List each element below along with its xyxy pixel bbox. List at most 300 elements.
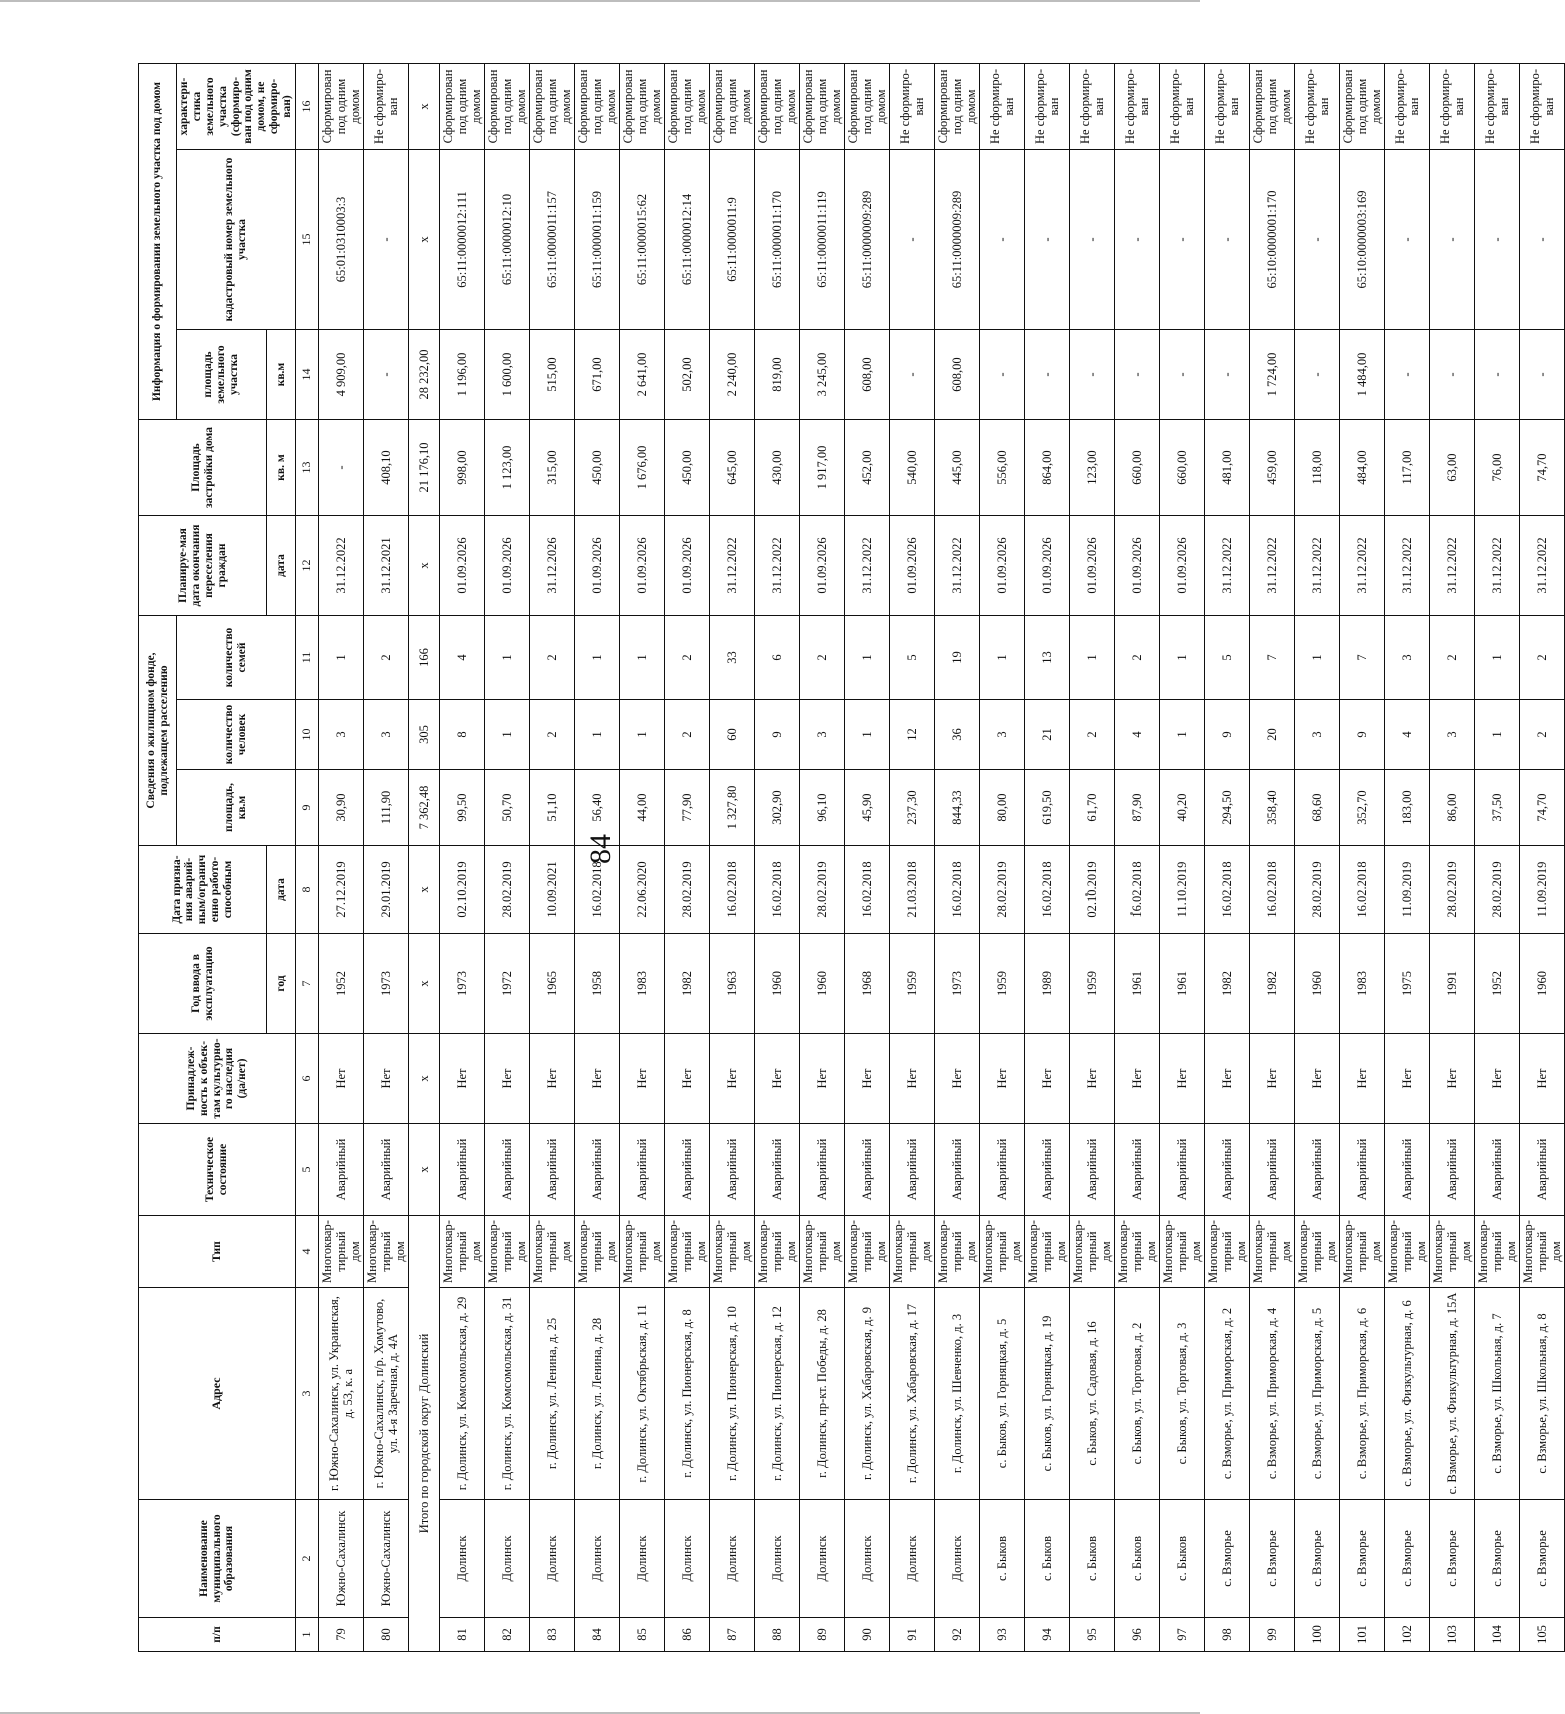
table-cell: 1952 <box>318 934 363 1034</box>
table-row <box>754 64 799 1652</box>
total-cell: х <box>408 1124 439 1216</box>
table-cell: Нет <box>318 1034 363 1124</box>
table-cell: 65:11:0000012:14 <box>664 150 709 330</box>
table-cell: 28.02.2019 <box>664 846 709 934</box>
total-cell: 166 <box>408 616 439 700</box>
table-cell: Нет <box>979 1034 1024 1124</box>
table-cell: 1 <box>574 616 619 700</box>
table-cell: 77,90 <box>664 770 709 846</box>
table-cell: 502,00 <box>664 330 709 420</box>
table-cell: 86,00 <box>1429 770 1474 846</box>
table-cell: 315,00 <box>529 420 574 516</box>
header-plan-date: дата <box>267 516 295 616</box>
table-cell: Многоквар-тирный дом <box>1339 1216 1384 1288</box>
table-cell: 74,70 <box>1519 420 1564 516</box>
table-cell: с. Взморье, ул. Школьная, д. 7 <box>1474 1288 1519 1500</box>
table-cell: 01.09.2026 <box>1114 516 1159 616</box>
table-cell: с. Быков <box>1159 1500 1204 1618</box>
table-cell: 459,00 <box>1249 420 1294 516</box>
table-cell: 31.12.2022 <box>934 516 979 616</box>
table-cell: 22.06.2020 <box>619 846 664 934</box>
table-cell: 65:11:0000012:10 <box>484 150 529 330</box>
table-cell: Многоквар-тирный дом <box>529 1216 574 1288</box>
table-cell: Многоквар-тирный дом <box>754 1216 799 1288</box>
table-cell: Нет <box>1024 1034 1069 1124</box>
header-tech-state: Техническое состояние <box>139 1124 296 1216</box>
table-cell: с. Взморье, ул. Приморская, д. 6 <box>1339 1288 1384 1500</box>
table-cell: 16.02.2018 <box>1249 846 1294 934</box>
table-cell: 65:11:0000009:289 <box>844 150 889 330</box>
table-cell: 1 <box>619 700 664 770</box>
table-cell: 30,90 <box>318 770 363 846</box>
header-build-unit: кв. м <box>267 420 295 516</box>
table-cell: Нет <box>1339 1034 1384 1124</box>
table-cell: с. Быков <box>1024 1500 1069 1618</box>
table-cell: 671,00 <box>574 330 619 420</box>
table-cell: 1968 <box>844 934 889 1034</box>
table-cell: с. Быков, ул. Садовая, д. 16 <box>1069 1288 1114 1500</box>
table-cell: Многоквар-тирный дом <box>1114 1216 1159 1288</box>
table-cell: Нет <box>799 1034 844 1124</box>
table-cell: 65:01:0310003:3 <box>318 150 363 330</box>
table-cell: - <box>1474 150 1519 330</box>
table-cell: 100 <box>1294 1618 1339 1652</box>
table-cell: 1 327,80 <box>709 770 754 846</box>
header-type: Тип <box>139 1216 296 1288</box>
table-cell: 65:11:0000009:289 <box>934 150 979 330</box>
table-cell: 89 <box>799 1618 844 1652</box>
table-cell: с. Взморье <box>1474 1500 1519 1618</box>
table-cell: Многоквар-тирный дом <box>1429 1216 1474 1288</box>
table-cell: 36 <box>934 700 979 770</box>
table-cell: г. Долинск, ул. Шевченко, д. 3 <box>934 1288 979 1500</box>
table-cell: Аварийный <box>799 1124 844 1216</box>
table-cell: Аварийный <box>1159 1124 1204 1216</box>
table-cell: Многоквар-тирный дом <box>363 1216 408 1288</box>
table-cell: 3 <box>1384 616 1429 700</box>
table-row <box>1069 64 1114 1652</box>
table-cell: 31.12.2022 <box>1384 516 1429 616</box>
emergency-housing-table <box>138 63 1565 1652</box>
table-cell: Долинск <box>799 1500 844 1618</box>
header-year-group: Год ввода в эксплуатацию <box>139 934 267 1034</box>
table-cell: 31.12.2022 <box>318 516 363 616</box>
table-cell: - <box>889 150 934 330</box>
header-fund-people: количество человек <box>177 700 296 770</box>
table-cell: 1959 <box>979 934 1024 1034</box>
table-cell: 31.12.2022 <box>1294 516 1339 616</box>
table-cell: 96,10 <box>799 770 844 846</box>
table-cell: 2 641,00 <box>619 330 664 420</box>
table-cell: Нет <box>1429 1034 1474 1124</box>
table-cell: Долинск <box>484 1500 529 1618</box>
table-cell: 1961 <box>1114 934 1159 1034</box>
table-cell: 2 240,00 <box>709 330 754 420</box>
table-cell: 1 <box>844 616 889 700</box>
table-row <box>1114 64 1159 1652</box>
table-cell: г. Долинск, ул. Хабаровская, д. 17 <box>889 1288 934 1500</box>
table-cell: г. Долинск, ул. Ленина, д. 28 <box>574 1288 619 1500</box>
table-cell: Аварийный <box>889 1124 934 1216</box>
table-cell: 94 <box>1024 1618 1069 1652</box>
table-cell: 2 <box>1519 700 1564 770</box>
table-cell: 31.12.2022 <box>1519 516 1564 616</box>
table-cell: 3 <box>363 700 408 770</box>
table-cell: г. Долинск, ул. Пионерская, д. 10 <box>709 1288 754 1500</box>
table-cell: Аварийный <box>1339 1124 1384 1216</box>
total-cell: х <box>408 64 439 150</box>
table-cell: Многоквар-тирный дом <box>1249 1216 1294 1288</box>
table-cell: 1983 <box>619 934 664 1034</box>
table-row <box>363 64 408 1652</box>
table-cell: г. Долинск, пр-кт. Победы, д. 28 <box>799 1288 844 1500</box>
table-cell: 1965 <box>529 934 574 1034</box>
total-cell: 305 <box>408 700 439 770</box>
table-cell: 31.12.2026 <box>529 516 574 616</box>
table-cell: 82 <box>484 1618 529 1652</box>
table-body <box>295 64 1564 1652</box>
table-cell: г. Долинск, ул. Пионерская, д. 12 <box>754 1288 799 1500</box>
table-cell: 1972 <box>484 934 529 1034</box>
table-cell: 1 <box>1159 700 1204 770</box>
table-cell: с. Быков, ул. Торговая, д. 3 <box>1159 1288 1204 1500</box>
header-fund-families: количество семей <box>177 616 296 700</box>
table-cell: 21 <box>1024 700 1069 770</box>
column-number: 15 <box>295 150 318 330</box>
table-cell: 3 <box>1429 700 1474 770</box>
table-cell: Сформирован под одним домом <box>664 64 709 150</box>
table-cell: 294,50 <box>1204 770 1249 846</box>
table-cell: 37,50 <box>1474 770 1519 846</box>
table-cell: - <box>1024 150 1069 330</box>
total-cell: х <box>408 516 439 616</box>
table-cell: Не сформиро-ван <box>1384 64 1429 150</box>
table-cell: 4 909,00 <box>318 330 363 420</box>
header-municipality: Наименование муниципального образования <box>139 1500 296 1618</box>
table-cell: 450,00 <box>664 420 709 516</box>
table-cell: Аварийный <box>1294 1124 1339 1216</box>
table-cell: 1 <box>574 700 619 770</box>
table-cell: - <box>1474 330 1519 420</box>
table-cell: 01.09.2026 <box>979 516 1024 616</box>
table-cell: 31.12.2022 <box>1339 516 1384 616</box>
table-cell: 2 <box>1429 616 1474 700</box>
table-cell: 93 <box>979 1618 1024 1652</box>
table-cell: 1 676,00 <box>619 420 664 516</box>
table-cell: 7 <box>1249 616 1294 700</box>
table-cell: Многоквар-тирный дом <box>844 1216 889 1288</box>
table-cell: 31.12.2022 <box>754 516 799 616</box>
table-cell: с. Взморье, ул. Приморская, д. 4 <box>1249 1288 1294 1500</box>
column-number: 1 <box>295 1618 318 1652</box>
header-cadastral: кадастровый номер земельного участка <box>177 150 296 330</box>
table-cell: Многоквар-тирный дом <box>318 1216 363 1288</box>
table-cell: Аварийный <box>1114 1124 1159 1216</box>
table-cell: Аварийный <box>709 1124 754 1216</box>
table-cell: Долинск <box>934 1500 979 1618</box>
table-cell: 65:11:0000011:170 <box>754 150 799 330</box>
table-cell: 99 <box>1249 1618 1294 1652</box>
table-cell: 50,70 <box>484 770 529 846</box>
table-cell: Нет <box>1384 1034 1429 1124</box>
header-build-area-group: Площадь застройки дома <box>139 420 267 516</box>
table-cell: 31.12.2022 <box>844 516 889 616</box>
table-cell: 02.10.2019 <box>1069 846 1114 934</box>
table-cell: Нет <box>484 1034 529 1124</box>
table-cell: 1960 <box>799 934 844 1034</box>
header-num: п/п <box>139 1618 296 1652</box>
table-cell: 1 <box>484 700 529 770</box>
table-cell: 28.02.2019 <box>484 846 529 934</box>
table-cell: Многоквар-тирный дом <box>664 1216 709 1288</box>
column-number: 4 <box>295 1216 318 1288</box>
table-cell: Южно-Сахалинск <box>363 1500 408 1618</box>
table-cell: с. Взморье <box>1519 1500 1564 1618</box>
header-heritage: Принадлеж-ность к объек-там культурно-го наследия (да/нет) <box>139 1034 296 1124</box>
table-cell: с. Взморье <box>1249 1500 1294 1618</box>
table-cell: Не сформиро-ван <box>1474 64 1519 150</box>
table-cell: 51,10 <box>529 770 574 846</box>
table-cell: 450,00 <box>574 420 619 516</box>
table-cell: 302,90 <box>754 770 799 846</box>
table-cell: 65:11:0000011:159 <box>574 150 619 330</box>
table-cell: 56,40 <box>574 770 619 846</box>
table-cell: 61,70 <box>1069 770 1114 846</box>
table-cell: 65:11:0000011:119 <box>799 150 844 330</box>
table-cell: 65:10:0000003:169 <box>1339 150 1384 330</box>
table-cell: 65:11:0000015:62 <box>619 150 664 330</box>
table-cell: с. Взморье, ул. Приморская, д. 2 <box>1204 1288 1249 1500</box>
table-cell: Многоквар-тирный дом <box>1204 1216 1249 1288</box>
table-cell: 11.10.2019 <box>1159 846 1204 934</box>
table-cell: Аварийный <box>1429 1124 1474 1216</box>
table-cell: - <box>363 150 408 330</box>
table-cell: 60 <box>709 700 754 770</box>
table-cell: Не сформиро-ван <box>889 64 934 150</box>
table-cell: Аварийный <box>1069 1124 1114 1216</box>
table-cell: с. Быков, ул. Горняцкая, д. 19 <box>1024 1288 1069 1500</box>
table-cell: Не сформиро-ван <box>1204 64 1249 150</box>
table-cell: 1983 <box>1339 934 1384 1034</box>
header-plan-group: Планируе-мая дата окончания переселения граждан <box>139 516 267 616</box>
table-cell: 237,30 <box>889 770 934 846</box>
table-cell: 28.02.2019 <box>1474 846 1519 934</box>
table-cell: 101 <box>1339 1618 1384 1652</box>
table-cell: 1982 <box>1204 934 1249 1034</box>
table-cell: - <box>1384 150 1429 330</box>
table-cell: 1 484,00 <box>1339 330 1384 420</box>
table-cell: 12 <box>889 700 934 770</box>
table-cell: 10.09.2021 <box>529 846 574 934</box>
table-cell: 44,00 <box>619 770 664 846</box>
table-cell: 16.02.2018 <box>934 846 979 934</box>
table-cell: Аварийный <box>979 1124 1024 1216</box>
table-row <box>1159 64 1204 1652</box>
table-cell: 81 <box>439 1618 484 1652</box>
table-cell: 16.02.2018 <box>1024 846 1069 934</box>
table-cell: 90 <box>844 1618 889 1652</box>
table-cell: 1 <box>1294 616 1339 700</box>
table-cell: Долинск <box>529 1500 574 1618</box>
table-cell: - <box>1519 330 1564 420</box>
table-cell: Аварийный <box>844 1124 889 1216</box>
column-number: 11 <box>295 616 318 700</box>
table-cell: Нет <box>1114 1034 1159 1124</box>
table-cell: 16.02.2018 <box>574 846 619 934</box>
table-cell: 16.02.2018 <box>1204 846 1249 934</box>
rotated-table-stage <box>138 64 1563 1652</box>
table-cell: - <box>1159 330 1204 420</box>
table-cell: Нет <box>619 1034 664 1124</box>
table-cell: 01.09.2026 <box>664 516 709 616</box>
column-number: 12 <box>295 516 318 616</box>
table-cell: 819,00 <box>754 330 799 420</box>
table-cell: 91 <box>889 1618 934 1652</box>
table-cell: 8 <box>439 700 484 770</box>
table-cell: 864,00 <box>1024 420 1069 516</box>
table-cell: - <box>979 150 1024 330</box>
header-fund-group: Сведения о жилищном фонде, подлежащем расселению <box>139 616 177 846</box>
table-cell: 21.03.2018 <box>889 846 934 934</box>
table-cell: Аварийный <box>574 1124 619 1216</box>
table-cell: с. Взморье, ул. Физкультурная, д. 6 <box>1384 1288 1429 1500</box>
table-row <box>484 64 529 1652</box>
table-cell: 4 <box>1114 700 1159 770</box>
table-cell: 28.02.2019 <box>979 846 1024 934</box>
table-cell: 1960 <box>1519 934 1564 1034</box>
table-cell: 2 <box>664 616 709 700</box>
table-cell: 13 <box>1024 616 1069 700</box>
table-cell: 1 <box>1474 700 1519 770</box>
table-cell: 1982 <box>1249 934 1294 1034</box>
column-number: 10 <box>295 700 318 770</box>
table-cell: Не сформиро-ван <box>979 64 1024 150</box>
table-cell: 1959 <box>1069 934 1114 1034</box>
table-cell: 11.09.2019 <box>1384 846 1429 934</box>
table-cell: Многоквар-тирный дом <box>574 1216 619 1288</box>
table-cell: 02.10.2019 <box>439 846 484 934</box>
table-cell: Не сформиро-ван <box>1024 64 1069 150</box>
total-label: Итого по городской округ Долинский <box>408 1216 439 1652</box>
table-cell: - <box>889 330 934 420</box>
table-cell: Аварийный <box>619 1124 664 1216</box>
table-cell: 111,90 <box>363 770 408 846</box>
table-cell: Не сформиро-ван <box>1114 64 1159 150</box>
table-cell: Многоквар-тирный дом <box>889 1216 934 1288</box>
table-cell: 85 <box>619 1618 664 1652</box>
table-row <box>844 64 889 1652</box>
table-cell: 619,50 <box>1024 770 1069 846</box>
table-cell: 844,33 <box>934 770 979 846</box>
table-cell: Нет <box>889 1034 934 1124</box>
table-cell: 1 <box>844 700 889 770</box>
table-row <box>1294 64 1339 1652</box>
table-row <box>1429 64 1474 1652</box>
table-row <box>1204 64 1249 1652</box>
table-cell: Сформирован под одним домом <box>619 64 664 150</box>
table-cell: 1991 <box>1429 934 1474 1034</box>
header-recognition-date: дата <box>267 846 295 934</box>
table-cell: 430,00 <box>754 420 799 516</box>
table-cell: Аварийный <box>484 1124 529 1216</box>
table-row <box>979 64 1024 1652</box>
total-cell: 21 176,10 <box>408 420 439 516</box>
table-cell: с. Взморье <box>1384 1500 1429 1618</box>
table-cell: Аварийный <box>934 1124 979 1216</box>
table-cell: Аварийный <box>318 1124 363 1216</box>
table-cell: Долинск <box>664 1500 709 1618</box>
table-cell: Нет <box>1519 1034 1564 1124</box>
table-cell: Долинск <box>844 1500 889 1618</box>
table-row <box>439 64 484 1652</box>
table-cell: 01.09.2026 <box>484 516 529 616</box>
table-cell: Нет <box>1069 1034 1114 1124</box>
table-cell: 3 245,00 <box>799 330 844 420</box>
column-number: 3 <box>295 1288 318 1500</box>
table-cell: 102 <box>1384 1618 1429 1652</box>
table-cell: 1 600,00 <box>484 330 529 420</box>
table-cell: Сформирован под одним домом <box>844 64 889 150</box>
table-cell: Многоквар-тирный дом <box>1384 1216 1429 1288</box>
table-cell: 33 <box>709 616 754 700</box>
table-cell: 65:11:0000011:9 <box>709 150 754 330</box>
table-cell: 2 <box>1114 616 1159 700</box>
table-cell: г. Долинск, ул. Ленина, д. 25 <box>529 1288 574 1500</box>
header-address: Адрес <box>139 1288 296 1500</box>
table-row <box>799 64 844 1652</box>
table-cell: 556,00 <box>979 420 1024 516</box>
table-cell: 2 <box>664 700 709 770</box>
table-cell: Сформирован под одним домом <box>318 64 363 150</box>
table-row <box>1519 64 1564 1652</box>
table-cell: Аварийный <box>363 1124 408 1216</box>
column-number-row <box>295 64 318 1652</box>
table-cell: 4 <box>439 616 484 700</box>
table-cell: 484,00 <box>1339 420 1384 516</box>
table-cell: 1973 <box>363 934 408 1034</box>
table-row <box>1024 64 1069 1652</box>
table-cell: 452,00 <box>844 420 889 516</box>
table-cell: 352,70 <box>1339 770 1384 846</box>
table-cell: 84 <box>574 1618 619 1652</box>
total-cell: х <box>408 1034 439 1124</box>
table-cell: 31.12.2022 <box>709 516 754 616</box>
table-cell: с. Быков, ул. Горняцкая, д. 5 <box>979 1288 1024 1500</box>
table-cell: 98 <box>1204 1618 1249 1652</box>
table-cell: 1958 <box>574 934 619 1034</box>
table-row <box>709 64 754 1652</box>
table-cell: с. Быков <box>1069 1500 1114 1618</box>
table-cell: 16.02.2018 <box>1114 846 1159 934</box>
table-cell: 31.12.2022 <box>1474 516 1519 616</box>
table-cell: с. Взморье <box>1294 1500 1339 1618</box>
table-cell: Долинск <box>619 1500 664 1618</box>
table-cell: 1 <box>619 616 664 700</box>
table-cell: 540,00 <box>889 420 934 516</box>
table-cell: 01.09.2026 <box>889 516 934 616</box>
table-cell: 1960 <box>754 934 799 1034</box>
table-cell: Многоквар-тирный дом <box>1069 1216 1114 1288</box>
table-cell: - <box>1384 330 1429 420</box>
table-cell: - <box>318 420 363 516</box>
table-row <box>529 64 574 1652</box>
column-number: 6 <box>295 1034 318 1124</box>
table-cell: с. Быков, ул. Торговая, д. 2 <box>1114 1288 1159 1500</box>
table-cell: 1 <box>1069 616 1114 700</box>
table-cell: Сформирован под одним домом <box>709 64 754 150</box>
table-cell: Нет <box>1249 1034 1294 1124</box>
header-fund-area: площадь, кв.м <box>177 770 296 846</box>
